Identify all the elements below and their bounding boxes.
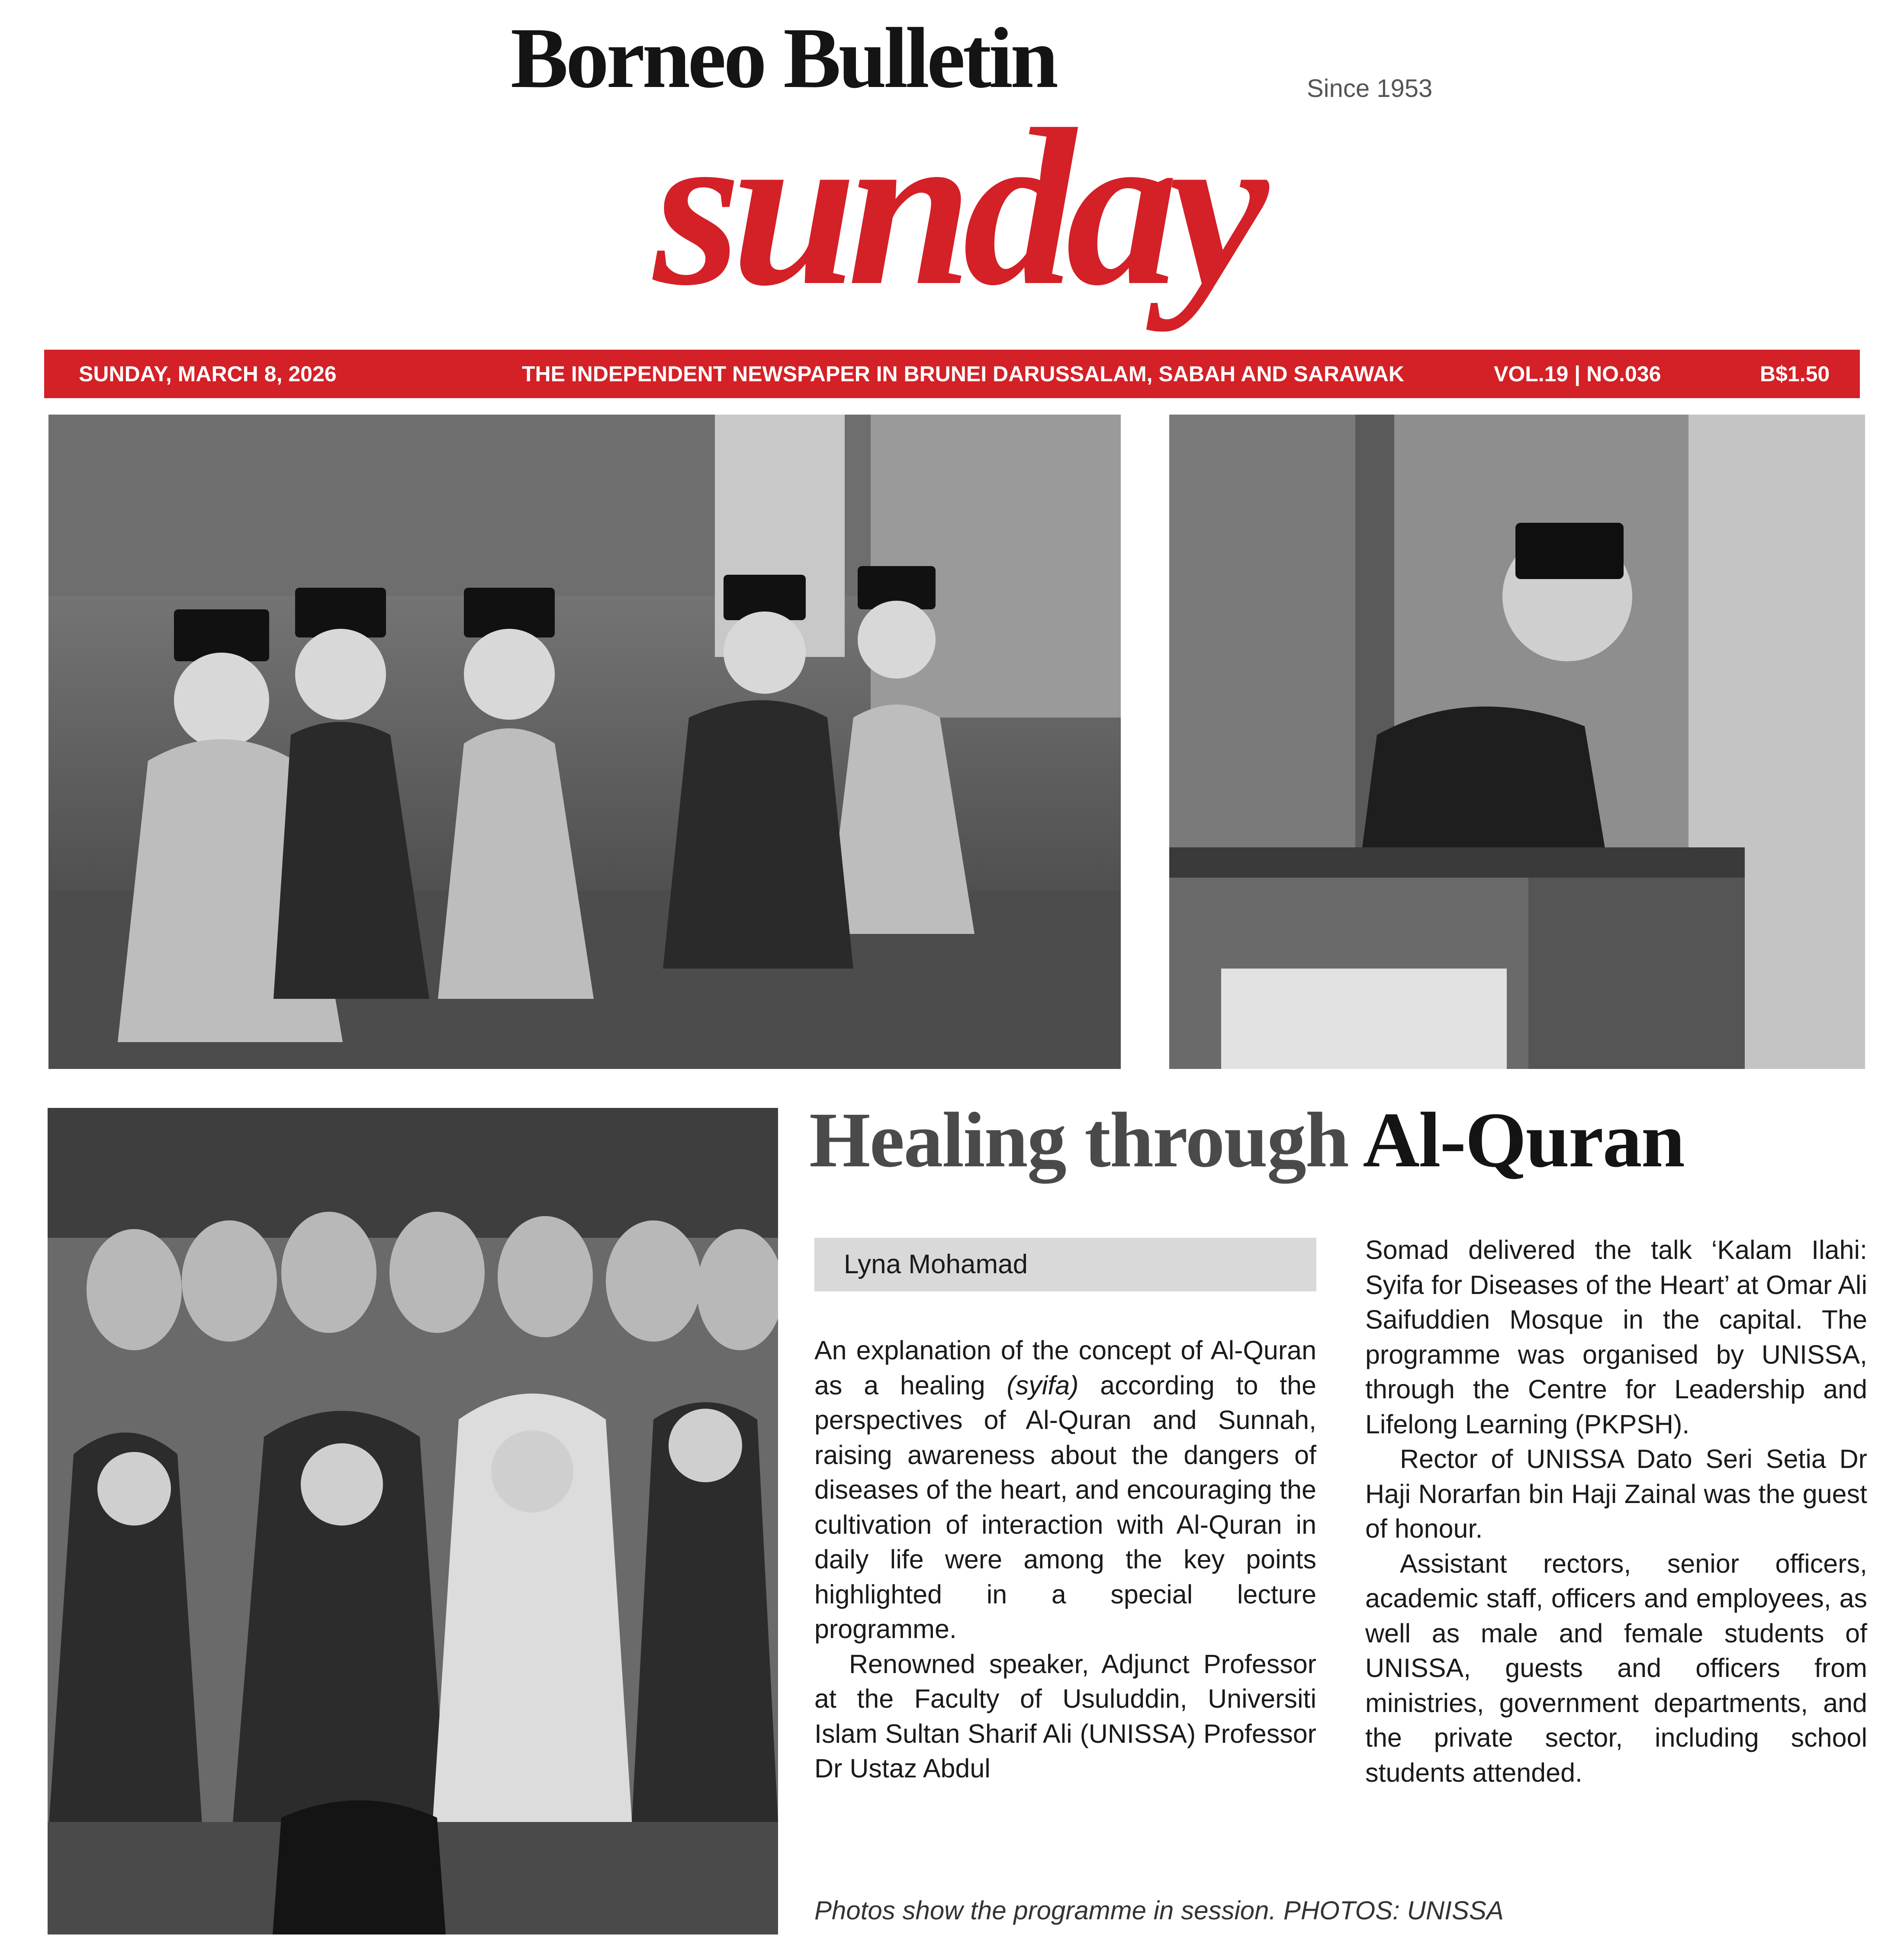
photo-audience [48, 1108, 778, 1934]
headline [809, 1097, 1865, 1184]
paragraph: Rector of UNISSA Dato Seri Setia Dr Haji Norarfan bin Haji Zainal was the guest of honour. [1365, 1444, 1867, 1543]
photo-seated-guests [48, 415, 1121, 1069]
volume-number: VOL.19 | NO.036 [1494, 362, 1661, 386]
paragraph-italic: (syifa) [1007, 1370, 1079, 1400]
header-band [44, 350, 1860, 398]
issue-date: SUNDAY, MARCH 8, 2026 [79, 362, 337, 386]
paragraph-text: according to the perspectives of Al-Quran and Sunnah, raising awareness about the dangers of diseases of the heart, and encouraging the cultivation of interaction with Al-Quran in daily life were among the key points highlighted in a special lecture programme. [814, 1370, 1316, 1644]
byline-box [814, 1238, 1316, 1291]
photo-caption: Photos show the programme in session. PHOTOS: UNISSA [814, 1896, 1504, 1925]
paragraph [814, 1333, 1316, 1647]
masthead-sunday: sunday [653, 83, 1259, 332]
price: B$1.50 [1760, 362, 1830, 386]
masthead-since: Since 1953 [1307, 74, 1433, 103]
headline-part-2: Al-Quran [1363, 1097, 1684, 1184]
masthead-publication-name: Borneo Bulletin [510, 10, 1056, 106]
tagline: THE INDEPENDENT NEWSPAPER IN BRUNEI DARUSSALAM, SABAH AND SARAWAK [522, 362, 1404, 386]
paragraph: Renowned speaker, Adjunct Professor at the Faculty of Usuluddin, Universiti Islam Sultan Sharif Ali (UNISSA) Professor Dr Ustaz Abdul [814, 1649, 1316, 1783]
byline-author: Lyna Mohamad [844, 1249, 1028, 1279]
headline-part-1: Healing through [809, 1097, 1348, 1184]
article-column-1 [814, 1333, 1316, 1865]
paragraph: Somad delivered the talk ‘Kalam Ilahi: Syifa for Diseases of the Heart’ at Omar Ali Saifuddien Mosque in the capital. The programme was organised by UNISSA, through the Centre for Leadership and Lifelong Learning (PKPSH). [1365, 1235, 1867, 1439]
photo-speaker-podium [1169, 415, 1865, 1069]
paragraph-text: An explanation of the concept of Al-Quran as a healing [814, 1336, 1316, 1400]
article-column-2 [1365, 1233, 1867, 1847]
paragraph: Assistant rectors, senior officers, academic staff, officers and employees, as well as male and female students of UNISSA, guests and officers from ministries, government departments, and the private sector, including school students attended. [1365, 1548, 1867, 1787]
